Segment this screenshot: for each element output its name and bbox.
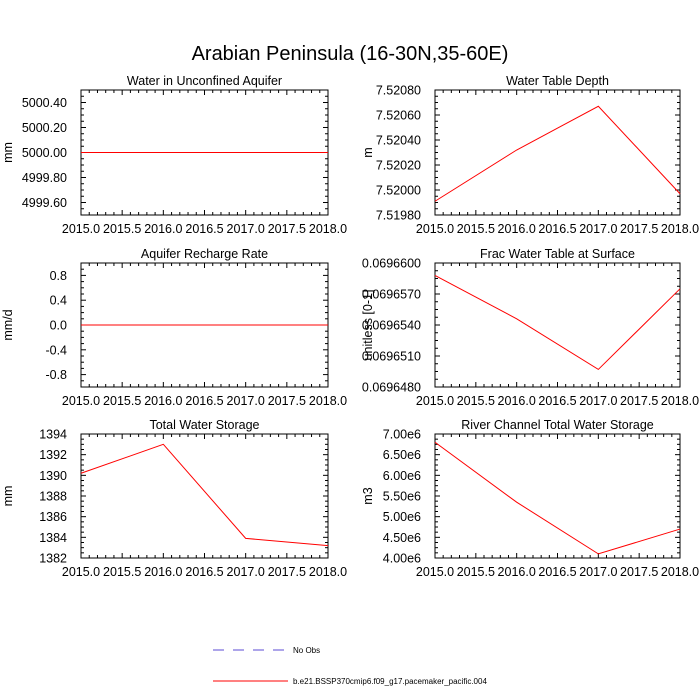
plot-frame xyxy=(435,434,680,558)
y-axis-label: mm xyxy=(1,485,15,507)
y-tick-label: 7.51980 xyxy=(375,208,421,223)
chart-panel-5 xyxy=(1,418,347,579)
y-axis-label: mm/d xyxy=(1,309,15,341)
y-tick-label: 5000.40 xyxy=(21,96,67,110)
x-tick-label: 2018.0 xyxy=(660,222,700,236)
y-tick-label: 4.00e6 xyxy=(382,551,421,566)
x-tick-label: 2015.0 xyxy=(61,394,101,408)
chart-title: Aquifer Recharge Rate xyxy=(140,247,269,261)
chart-title: River Channel Total Water Storage xyxy=(461,418,654,432)
x-tick-label: 2017.0 xyxy=(226,394,265,408)
x-tick-label: 2017.5 xyxy=(620,394,659,408)
x-tick-label: 2015.0 xyxy=(415,394,455,408)
y-tick-label: 7.52040 xyxy=(375,133,421,148)
x-tick-label: 2015.0 xyxy=(61,565,101,579)
x-tick-label: 2017.0 xyxy=(579,394,618,408)
y-tick-label: 0.0 xyxy=(49,318,67,333)
x-tick-label: 2017.5 xyxy=(267,565,306,579)
x-tick-label: 2016.5 xyxy=(185,222,224,236)
figure-title: Arabian Peninsula (16-30N,35-60E) xyxy=(191,43,509,65)
series-line xyxy=(81,444,328,545)
y-tick-label: 0.4 xyxy=(49,293,67,308)
series-line xyxy=(435,106,680,201)
y-tick-label: 5000.20 xyxy=(21,121,67,135)
x-tick-label: 2016.5 xyxy=(538,565,577,579)
x-tick-label: 2015.0 xyxy=(415,565,455,579)
chart-panel-6 xyxy=(361,418,699,579)
legend-label: No Obs xyxy=(293,646,321,655)
x-tick-label: 2015.5 xyxy=(103,565,142,579)
series-line xyxy=(435,275,680,369)
x-tick-label: 2015.5 xyxy=(456,394,495,408)
y-tick-label: 4999.60 xyxy=(21,196,67,210)
y-tick-label: 1390 xyxy=(39,468,67,483)
legend xyxy=(213,646,487,686)
x-tick-label: 2018.0 xyxy=(308,394,348,408)
chart-title: Water in Unconfined Aquifer xyxy=(126,74,283,88)
y-tick-label: 7.00e6 xyxy=(382,427,421,442)
x-tick-label: 2018.0 xyxy=(660,565,700,579)
x-tick-label: 2016.5 xyxy=(185,394,224,408)
y-tick-label: 6.50e6 xyxy=(382,448,421,463)
chart-panel-2 xyxy=(361,74,699,236)
x-tick-label: 2015.5 xyxy=(456,222,495,236)
y-tick-label: -0.8 xyxy=(45,368,67,383)
y-tick-label: 7.52060 xyxy=(375,108,421,123)
x-tick-label: 2015.0 xyxy=(415,222,455,236)
chart-title: Frac Water Table at Surface xyxy=(480,247,635,261)
x-tick-label: 2017.5 xyxy=(267,394,306,408)
x-tick-label: 2017.0 xyxy=(226,222,265,236)
y-tick-label: 0.0696540 xyxy=(361,318,421,333)
legend-label: b.e21.BSSP370cmip6.f09_g17.pacemaker_pacific.004 xyxy=(293,677,487,686)
y-axis-label: m xyxy=(361,147,375,158)
x-tick-label: 2016.0 xyxy=(497,394,536,408)
chart-panel-4 xyxy=(361,247,699,408)
y-axis-label: m3 xyxy=(361,487,375,505)
chart-panel-1 xyxy=(1,74,347,236)
y-tick-label: 5.00e6 xyxy=(382,510,421,525)
chart-title: Water Table Depth xyxy=(506,74,609,88)
y-axis-label: mm xyxy=(1,142,15,163)
x-tick-label: 2015.5 xyxy=(456,565,495,579)
y-tick-label: 1394 xyxy=(39,427,67,442)
x-tick-label: 2015.5 xyxy=(103,222,142,236)
x-tick-label: 2017.5 xyxy=(267,222,306,236)
y-tick-label: 1386 xyxy=(39,510,67,525)
x-tick-label: 2017.0 xyxy=(226,565,265,579)
y-tick-label: 6.00e6 xyxy=(382,468,421,483)
x-tick-label: 2017.0 xyxy=(579,222,618,236)
x-tick-label: 2016.5 xyxy=(185,565,224,579)
x-tick-label: 2018.0 xyxy=(308,222,348,236)
y-tick-label: 0.0696600 xyxy=(361,256,421,271)
plot-frame xyxy=(81,434,328,558)
y-tick-label: 4.50e6 xyxy=(382,530,421,545)
x-tick-label: 2016.5 xyxy=(538,222,577,236)
y-tick-label: 5.50e6 xyxy=(382,489,421,504)
y-tick-label: 1388 xyxy=(39,489,67,504)
x-tick-label: 2017.5 xyxy=(620,565,659,579)
y-tick-label: 0.0696510 xyxy=(361,349,421,364)
x-tick-label: 2016.0 xyxy=(144,222,183,236)
x-tick-label: 2017.5 xyxy=(620,222,659,236)
x-tick-label: 2015.5 xyxy=(103,394,142,408)
chart-panels xyxy=(1,74,699,579)
x-tick-label: 2017.0 xyxy=(579,565,618,579)
y-tick-label: 5000.00 xyxy=(21,146,67,160)
x-tick-label: 2016.5 xyxy=(538,394,577,408)
x-tick-label: 2016.0 xyxy=(144,565,183,579)
y-tick-label: 4999.80 xyxy=(21,171,67,185)
x-tick-label: 2016.0 xyxy=(497,222,536,236)
y-tick-label: 0.0696570 xyxy=(361,287,421,302)
chart-panel-3 xyxy=(1,247,347,408)
x-tick-label: 2016.0 xyxy=(497,565,536,579)
y-tick-label: 1384 xyxy=(39,530,67,545)
x-tick-label: 2016.0 xyxy=(144,394,183,408)
y-axis-label: unitless [0-1] xyxy=(361,289,375,361)
x-tick-label: 2015.0 xyxy=(61,222,101,236)
y-tick-label: 7.52080 xyxy=(375,83,421,98)
x-tick-label: 2018.0 xyxy=(660,394,700,408)
y-tick-label: 1382 xyxy=(39,551,67,566)
y-tick-label: 7.52000 xyxy=(375,183,421,198)
y-tick-label: -0.4 xyxy=(45,343,67,358)
series-line xyxy=(435,442,680,554)
y-tick-label: 7.52020 xyxy=(375,158,421,173)
plot-frame xyxy=(435,90,680,215)
y-tick-label: 0.0696480 xyxy=(361,380,421,395)
x-tick-label: 2018.0 xyxy=(308,565,348,579)
chart-title: Total Water Storage xyxy=(149,418,260,432)
y-tick-label: 0.8 xyxy=(49,268,67,283)
y-tick-label: 1392 xyxy=(39,448,67,463)
